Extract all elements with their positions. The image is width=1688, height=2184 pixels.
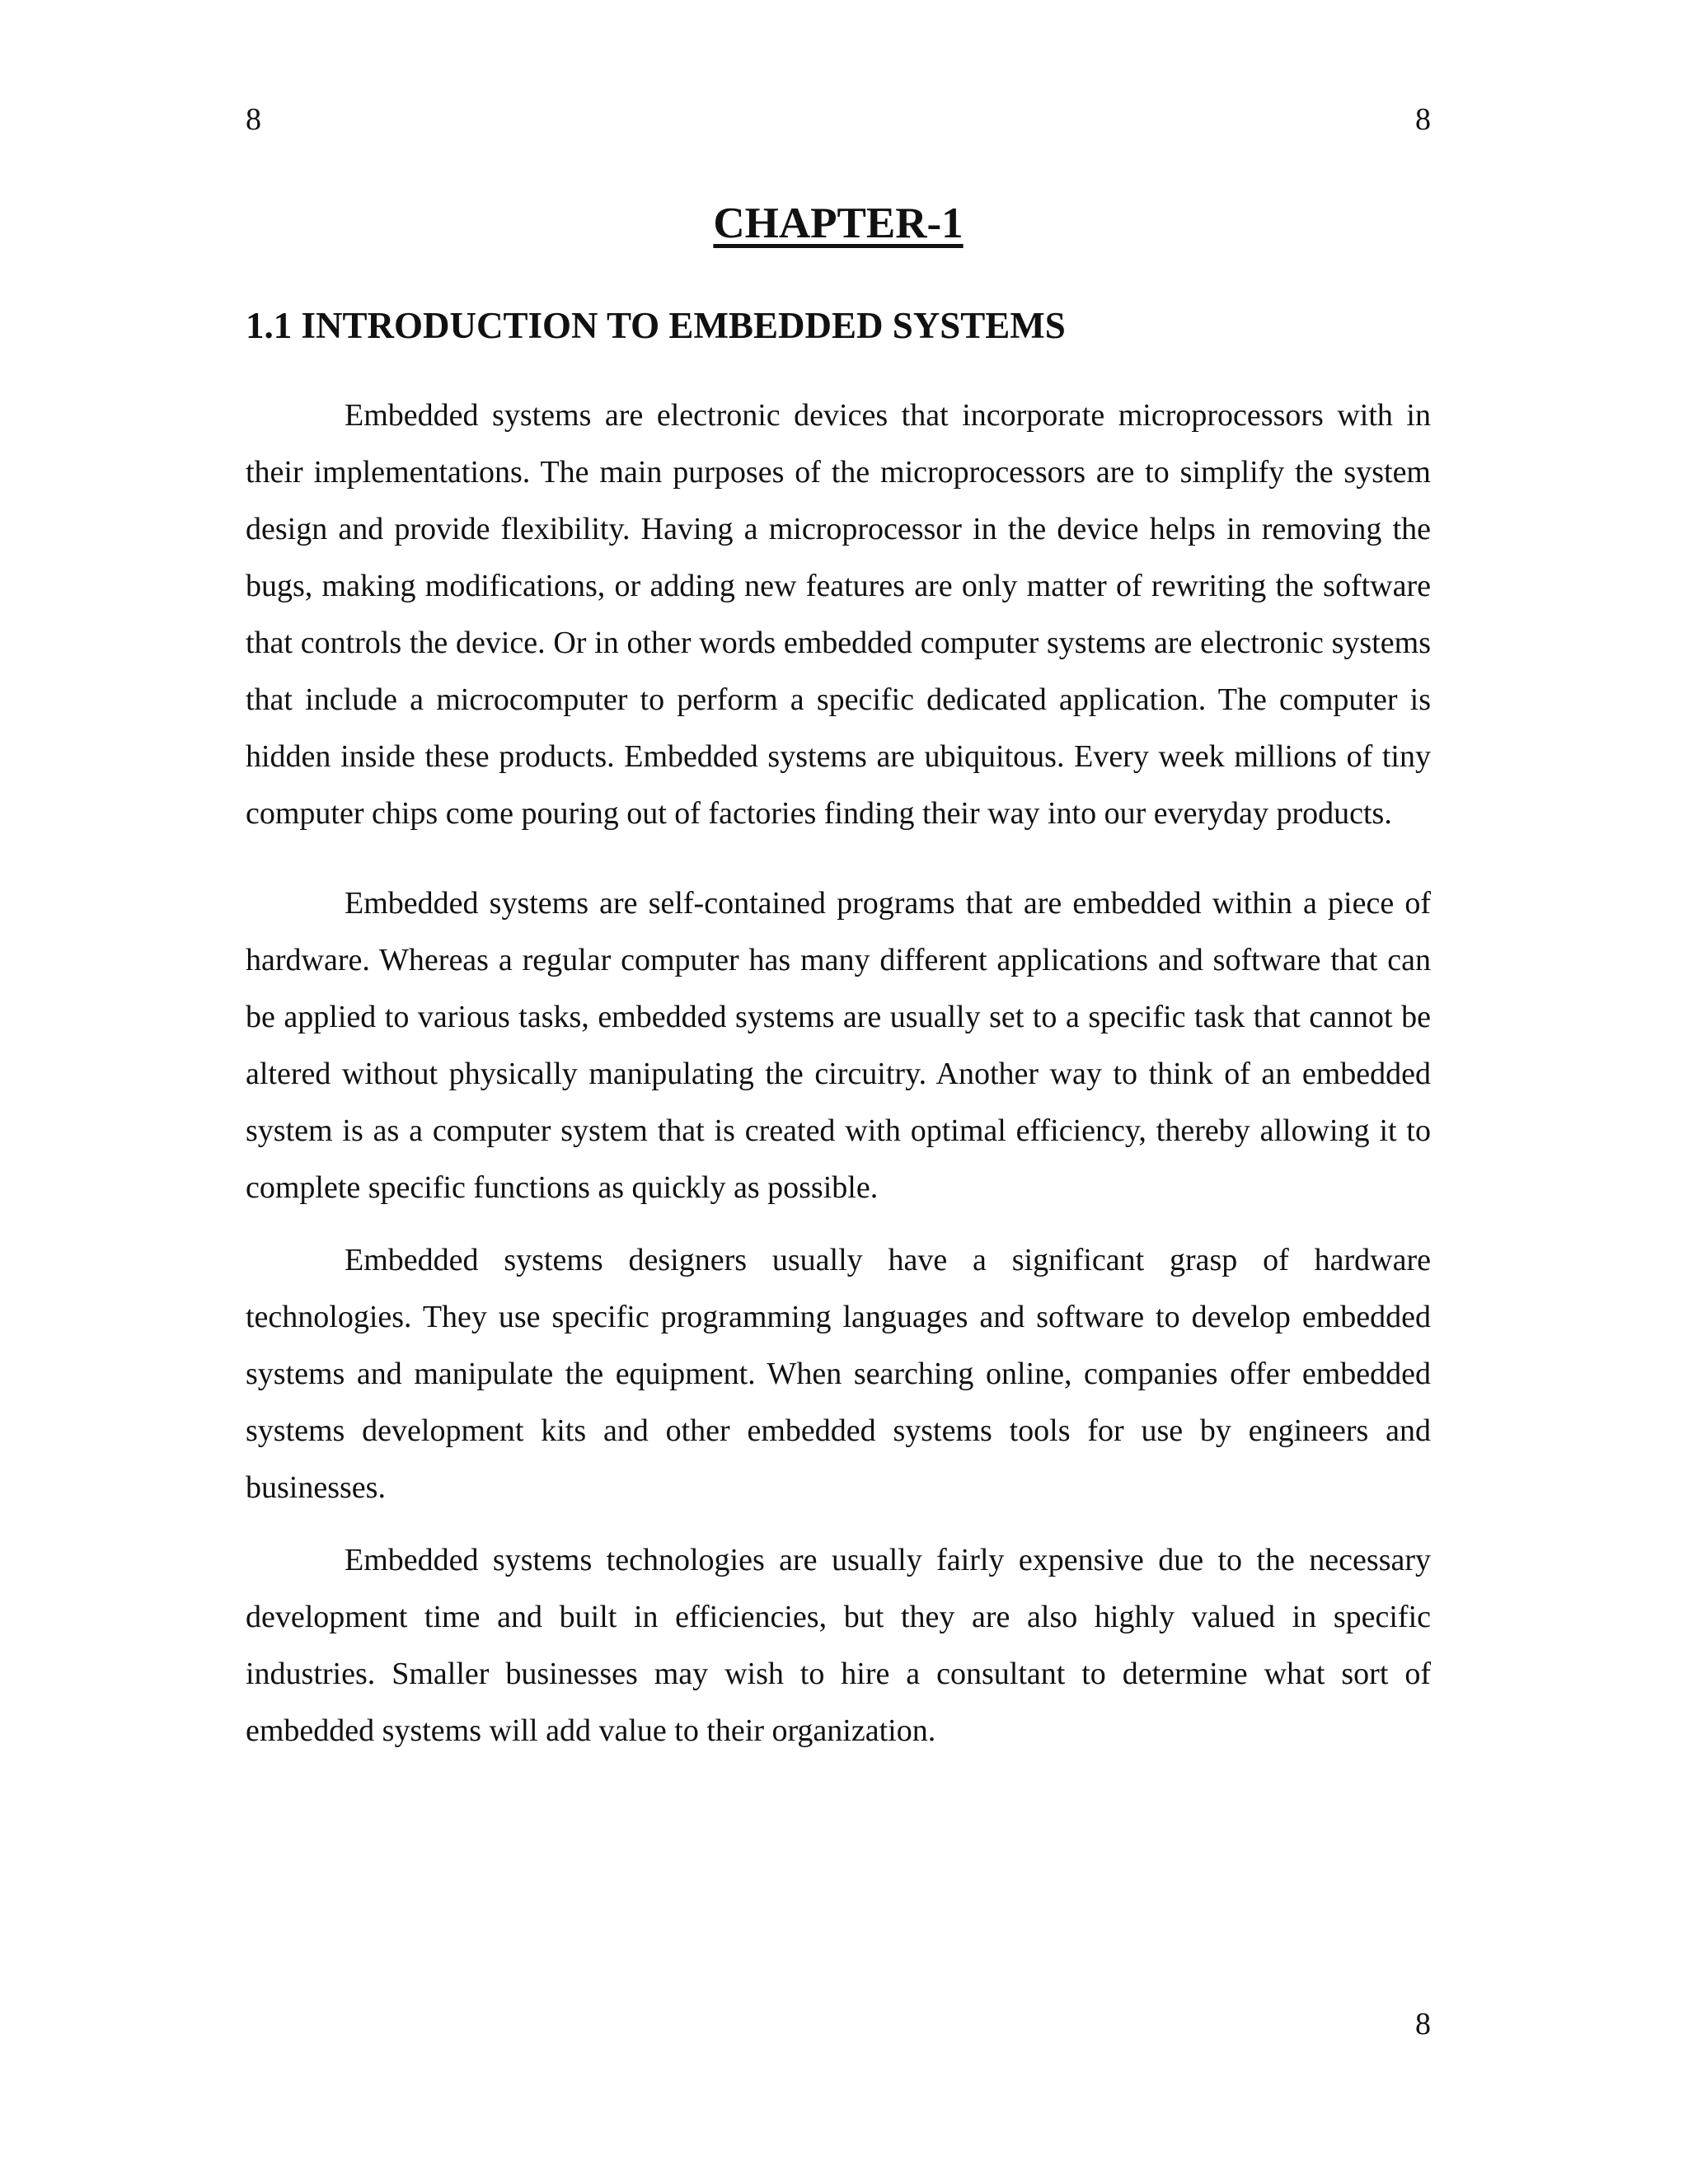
page-number-top-right: 8 xyxy=(1415,102,1431,137)
paragraph-4: Embedded systems technologies are usually fairly expensive due to the necessary development time and built in efficiencies, but they are also highly valued in specific industries. Smaller businesses may wish to hire a consultant to determine what sort of embedded systems will add value to their organization. xyxy=(246,1542,1431,1748)
chapter-title: CHAPTER-1 xyxy=(713,199,964,247)
section-heading: 1.1 INTRODUCTION TO EMBEDDED SYSTEMS xyxy=(246,304,1066,346)
page-number-bottom-right: 8 xyxy=(1415,2007,1431,2041)
paragraph-1: Embedded systems are electronic devices that incorporate microprocessors with in their implementations. The main purposes of the microprocessors are to simplify the system design and provide flexibility. Having a microprocessor in the device helps in removing the bugs, making modifications, or adding new features are only matter of rewriting the software that controls the device. Or in other words embedded computer systems are electronic systems that include a microcomputer to perform a specific dedicated application. The computer is hidden inside these products. Embedded systems are ubiquitous. Every week millions of tiny computer chips come pouring out of factories finding their way into our everyday products. xyxy=(246,397,1431,831)
page-body xyxy=(246,198,1431,1760)
page-number-top-left: 8 xyxy=(246,102,261,137)
paragraph-2: Embedded systems are self-contained programs that are embedded within a piece of hardware. Whereas a regular computer has many different applications and software that can be applied to various tasks, embedded systems are usually set to a specific task that cannot be altered without physically manipulating the circuitry. Another way to think of an embedded system is as a computer system that is created with optimal efficiency, thereby allowing it to complete specific functions as quickly as possible. xyxy=(246,885,1431,1205)
paragraph-3: Embedded systems designers usually have a significant grasp of hardware technologies. They use specific programming languages and software to develop embedded systems and manipulate the equipment. When searching online, companies offer embedded systems development kits and other embedded systems tools for use by engineers and businesses. xyxy=(246,1242,1431,1505)
